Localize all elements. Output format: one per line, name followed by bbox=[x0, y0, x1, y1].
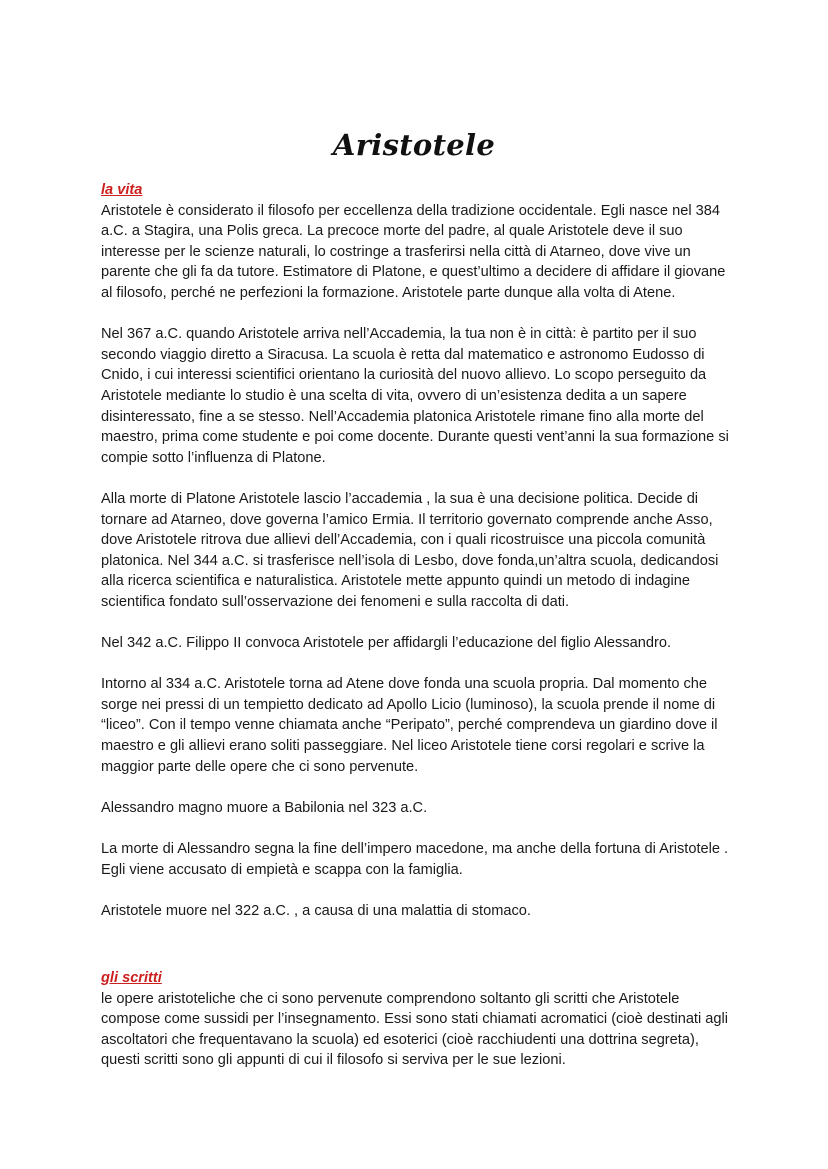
section-heading-la-vita: la vita bbox=[101, 182, 143, 198]
paragraph-vita-7: La morte di Alessandro segna la fine dell’impero macedone, ma anche della fortuna di Aristotele . Egli viene accusato di empietà e scappa con la famiglia. bbox=[101, 841, 729, 878]
paragraph-spacer bbox=[101, 612, 731, 633]
section-la-vita bbox=[101, 180, 731, 921]
paragraph-scritti-1: le opere aristoteliche che ci sono pervenute comprendono soltanto gli scritti che Aristotele compose come sussidi per l’insegnamento. Essi sono stati chiamati acromatici (cioè destinati agli ascoltatori che frequentavano la scuola) ed esoterici (cioè racchiudenti una dottrina segreta), questi scritti sono gli appunti di cui il filosofo si serviva per le sue lezioni. bbox=[101, 990, 729, 1069]
page-title: Aristotele bbox=[332, 128, 496, 162]
paragraph-vita-5: Intorno al 334 a.C. Aristotele torna ad Atene dove fonda una scuola propria. Dal momento che sorge nei pressi di un tempietto dedicato ad Apollo Licio (luminoso), la scuola prende il nome di “liceo”. Con il tempo venne chiamata anche “Peripato”, perché comprendeva un giardino dove il maestro e gli allievi erano soliti passeggiare. Nel liceo Aristotele tiene corsi regolari e scrive la maggior parte delle opere che ci sono pervenute. bbox=[101, 676, 718, 775]
section-heading-gli-scritti: gli scritti bbox=[101, 970, 162, 986]
paragraph-spacer bbox=[101, 654, 731, 675]
paragraph-spacer bbox=[101, 818, 731, 839]
paragraph-vita-3: Alla morte di Platone Aristotele lascio l’accademia , la sua è una decisione politica. Decide di tornare ad Atarneo, dove governa l’amico Ermia. Il territorio governato comprende anche Asso, dove Aristotele ritrova due allievi dell’Accademia, con i quali ricostruisce una piccola comunità platonica. Nel 344 a.C. si trasferisce nell’isola di Lesbo, dove fonda,un’altra scuola, dedicandosi alla ricerca scientifica e naturalistica. Aristotele mette appunto quindi un metodo di indagine scientifica fondato sull’osservazione dei fenomeni e sulla raccolta di dati. bbox=[101, 490, 719, 610]
paragraph-spacer bbox=[101, 880, 731, 901]
paragraph-spacer bbox=[101, 468, 731, 489]
paragraph-vita-1: Aristotele è considerato il filosofo per eccellenza della tradizione occidentale. Egli nasce nel 384 a.C. a Stagira, una Polis greca. La precoce morte del padre, al quale Aristotele deve il suo interesse per le scienze naturali, lo costringe a trasferirsi nella città di Atarneo, dove vive un parente che gli fa da tutore. Estimatore di Platone, e quest’ultimo a decidere di affidare il giovane al filosofo, perché ne perfezioni la formazione. Aristotele parte dunque alla volta di Atene. bbox=[101, 202, 726, 301]
paragraph-spacer bbox=[101, 777, 731, 798]
paragraph-vita-2: Nel 367 a.C. quando Aristotele arriva nell’Accademia, la tua non è in città: è partito per il suo secondo viaggio diretto a Siracusa. La scuola è retta dal matematico e astronomo Eudosso di Cnido, i cui interessi scientifici orientano la curiosità del nuovo allievo. Lo scopo perseguito da Aristotele mediante lo studio è una scelta di vita, ovvero di un’esistenza dedita a un sapere disinteressato, fine a se stesso. Nell’Accademia platonica Aristotele rimane fino alla morte del maestro, prima come studente e poi come docente. Durante questi vent’anni la sua formazione si compie sotto l’influenza di Platone. bbox=[101, 326, 729, 466]
paragraph-vita-6: Alessandro magno muore a Babilonia nel 323 a.C. bbox=[101, 799, 428, 816]
section-gli-scritti bbox=[101, 968, 731, 1071]
paragraph-vita-8: Aristotele muore nel 322 a.C. , a causa di una malattia di stomaco. bbox=[101, 902, 531, 919]
paragraph-spacer bbox=[101, 304, 731, 325]
paragraph-vita-4: Nel 342 a.C. Filippo II convoca Aristotele per affidargli l’educazione del figlio Alessandro. bbox=[101, 635, 672, 652]
